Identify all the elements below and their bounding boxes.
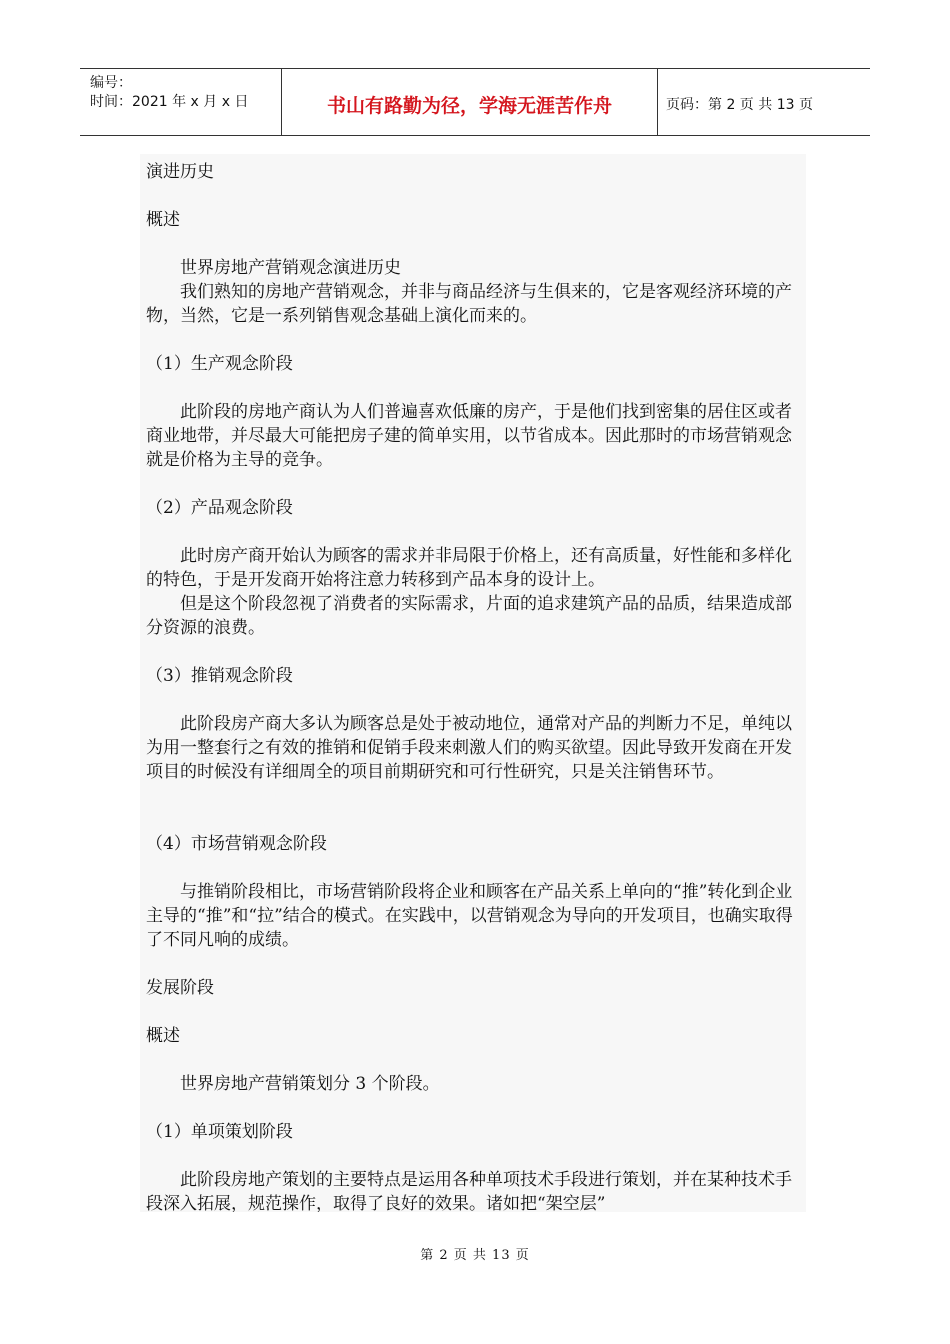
page-footer: 第 2 页 共 13 页	[420, 1248, 530, 1263]
subheading: 概述	[146, 1026, 180, 1046]
section-heading: 演进历史	[146, 162, 214, 182]
document-time-label: 时间：2021 年 x 月 x 日	[90, 94, 249, 110]
paragraph: 世界房地产营销策划分 3 个阶段。	[180, 1074, 440, 1094]
header-center-cell	[282, 69, 658, 135]
document-body	[140, 154, 806, 1212]
stage-heading: （1）生产观念阶段	[146, 354, 293, 374]
paragraph: 此阶段房产商大多认为顾客总是处于被动地位，通常对产品的判断力不足，单纯以为用一整套行之有效的推销和促销手段来刺激人们的购买欲望。因此导致开发商在开发项目的时候没有详细周全的项目前期研究和可行性研究，只是关注销售环节。	[146, 714, 792, 782]
stage-heading: （2）产品观念阶段	[146, 498, 293, 518]
header-table	[80, 68, 870, 136]
stage-heading: （3）推销观念阶段	[146, 666, 293, 686]
header-motto: 书山有路勤为径，学海无涯苦作舟	[326, 95, 612, 117]
header-left-cell	[80, 69, 282, 135]
section-heading: 发展阶段	[146, 978, 214, 998]
paragraph-title: 世界房地产营销观念演进历史	[180, 258, 401, 278]
paragraph: 此时房产商开始认为顾客的需求并非局限于价格上，还有高质量，好性能和多样化的特色，于是开发商开始将注意力转移到产品本身的设计上。	[146, 546, 792, 590]
header-right-cell	[658, 69, 870, 135]
stage-heading: （4）市场营销观念阶段	[146, 834, 327, 854]
paragraph: 但是这个阶段忽视了消费者的实际需求，片面的追求建筑产品的品质，结果造成部分资源的浪费。	[146, 594, 792, 638]
paragraph: 我们熟知的房地产营销观念，并非与商品经济与生俱来的，它是客观经济环境的产物，当然，它是一系列销售观念基础上演化而来的。	[146, 282, 792, 326]
paragraph: 与推销阶段相比，市场营销阶段将企业和顾客在产品关系上单向的“推”转化到企业主导的“推”和“拉”结合的模式。在实践中，以营销观念为导向的开发项目，也确实取得了不同凡响的成绩。	[146, 882, 793, 950]
stage-heading: （1）单项策划阶段	[146, 1122, 293, 1142]
paragraph: 此阶段的房地产商认为人们普遍喜欢低廉的房产，于是他们找到密集的居住区或者商业地带，并尽最大可能把房子建的简单实用，以节省成本。因此那时的市场营销观念就是价格为主导的竞争。	[146, 402, 792, 470]
page-number-label: 页码：第 2 页 共 13 页	[666, 97, 813, 113]
document-number-label: 编号：	[90, 75, 132, 91]
subheading: 概述	[146, 210, 180, 230]
paragraph: 此阶段房地产策划的主要特点是运用各种单项技术手段进行策划，并在某种技术手段深入拓展，规范操作，取得了良好的效果。诸如把“架空层”	[146, 1170, 792, 1212]
